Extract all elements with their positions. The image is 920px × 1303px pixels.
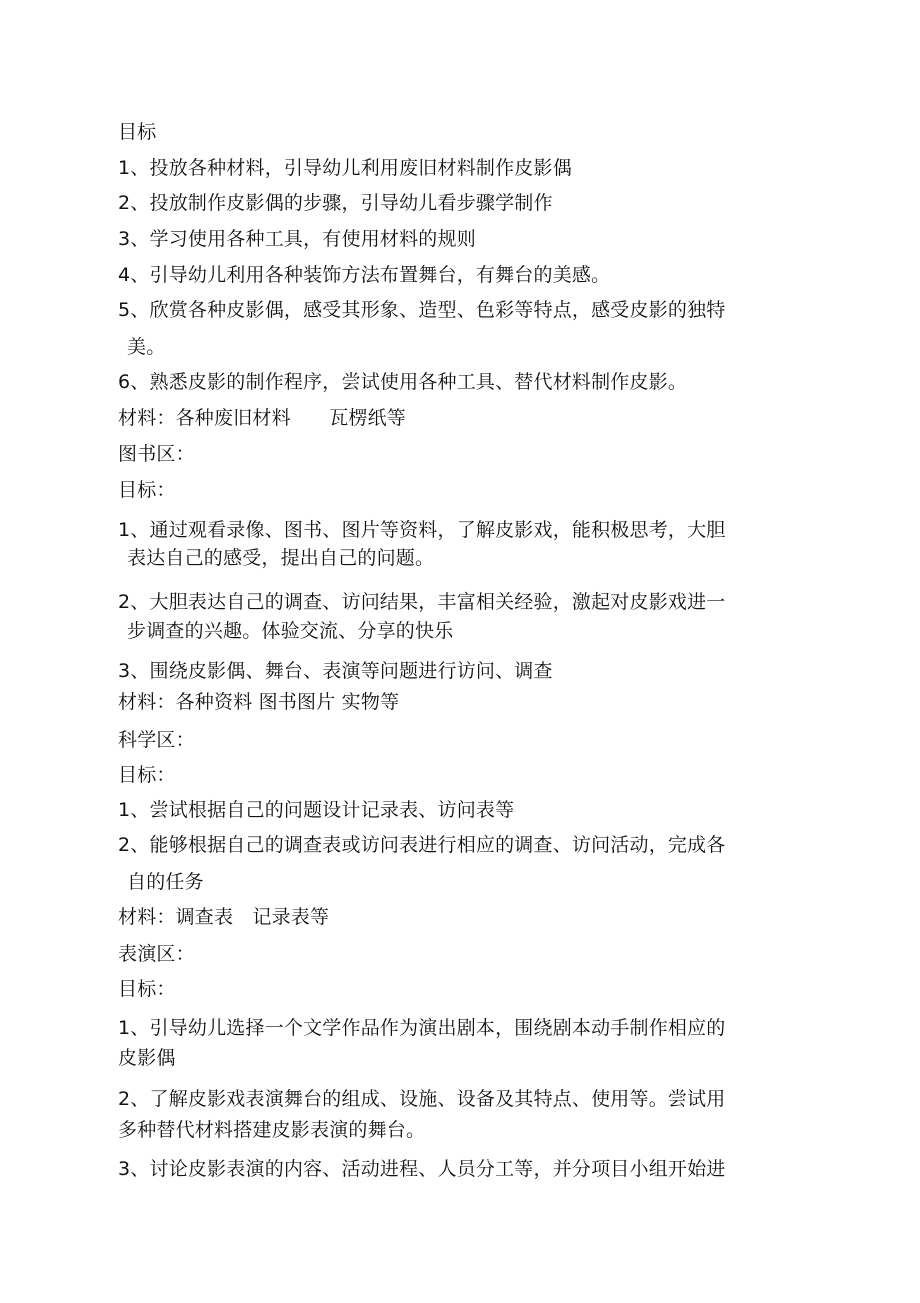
- performance-goal-3: 3、讨论皮影表演的内容、活动进程、人员分工等，并分项目小组开始进: [118, 1158, 726, 1180]
- goal-item-4: 4、引导幼儿利用各种装饰方法布置舞台，有舞台的美感。: [118, 264, 611, 286]
- library-goal-2: 2、大胆表达自己的调查、访问结果，丰富相关经验，激起对皮影戏进一: [118, 591, 726, 613]
- science-materials: 材料：调查表 记录表等: [118, 906, 330, 928]
- section-title-library: 图书区：: [118, 443, 195, 465]
- science-goals-heading: 目标：: [118, 764, 176, 786]
- library-goal-1-cont: 表达自己的感受，提出自己的问题。: [127, 547, 435, 569]
- library-goal-3: 3、围绕皮影偶、舞台、表演等问题进行访问、调查: [118, 660, 553, 682]
- performance-goal-1-cont: 皮影偶: [118, 1047, 176, 1069]
- science-goal-2-cont: 自的任务: [127, 871, 204, 893]
- performance-goal-2: 2、了解皮影戏表演舞台的组成、设施、设备及其特点、使用等。尝试用: [118, 1088, 726, 1110]
- section-title-performance: 表演区：: [118, 943, 195, 965]
- library-goal-1: 1、通过观看录像、图书、图片等资料，了解皮影戏，能积极思考，大胆: [118, 519, 726, 541]
- section-title-science: 科学区：: [118, 729, 195, 751]
- heading-goals: 目标: [118, 121, 157, 143]
- goal-item-3: 3、学习使用各种工具，有使用材料的规则: [118, 228, 476, 250]
- science-goal-2: 2、能够根据自己的调查表或访问表进行相应的调查、访问活动，完成各: [118, 834, 726, 856]
- performance-goal-1: 1、引导幼儿选择一个文学作品作为演出剧本，围绕剧本动手制作相应的: [118, 1017, 726, 1039]
- goal-item-5: 5、欣赏各种皮影偶，感受其形象、造型、色彩等特点，感受皮影的独特: [118, 299, 726, 321]
- goal-item-2: 2、投放制作皮影偶的步骤，引导幼儿看步骤学制作: [118, 192, 553, 214]
- performance-goal-2-cont: 多种替代材料搭建皮影表演的舞台。: [118, 1119, 426, 1141]
- materials-line: 材料：各种废旧材料 瓦楞纸等: [118, 407, 407, 429]
- library-materials: 材料：各种资料 图书图片 实物等: [118, 691, 400, 713]
- goal-item-1: 1、投放各种材料，引导幼儿利用废旧材料制作皮影偶: [118, 157, 572, 179]
- science-goal-1: 1、尝试根据自己的问题设计记录表、访问表等: [118, 799, 515, 821]
- library-goals-heading: 目标：: [118, 479, 176, 501]
- performance-goals-heading: 目标：: [118, 978, 176, 1000]
- library-goal-2-cont: 步调查的兴趣。体验交流、分享的快乐: [127, 620, 454, 642]
- goal-item-5-cont: 美。: [127, 336, 166, 358]
- goal-item-6: 6、熟悉皮影的制作程序，尝试使用各种工具、替代材料制作皮影。: [118, 371, 688, 393]
